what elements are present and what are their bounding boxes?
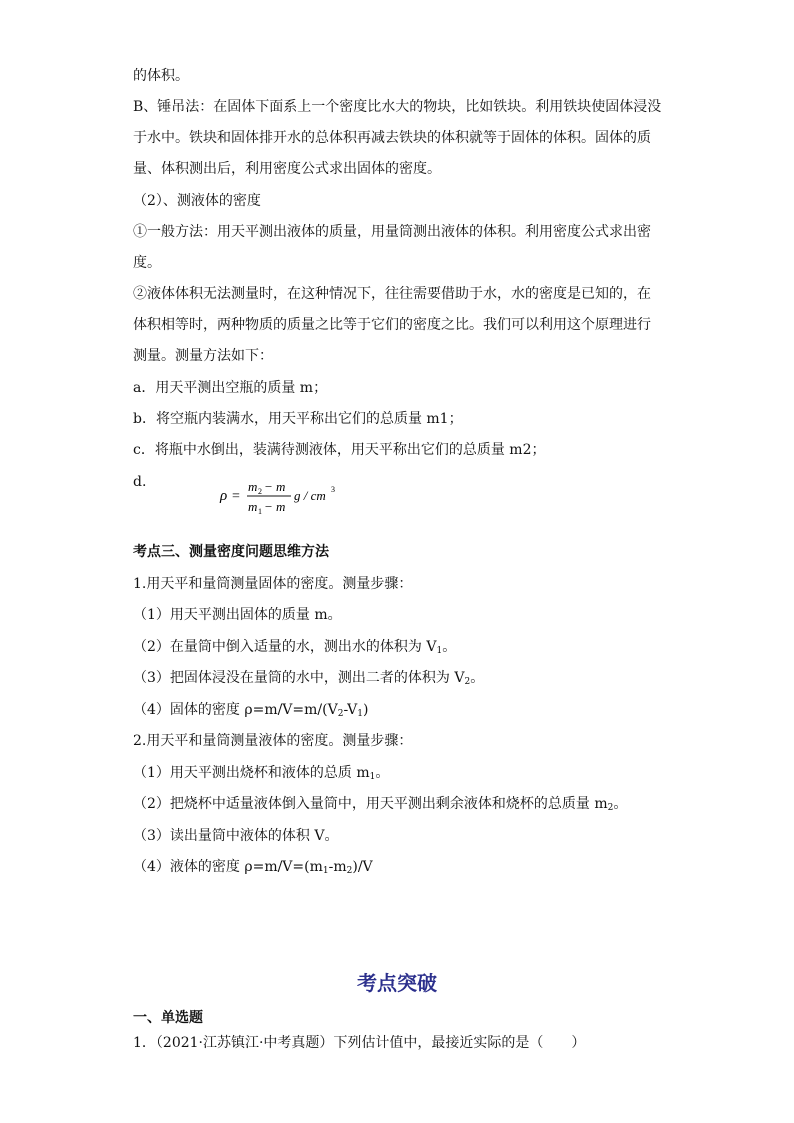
subsection-heading: 一、单选题 [133,1010,203,1026]
formula-equals: = [232,489,240,504]
subscript: 1 [369,772,376,782]
text-span: )/V [352,859,373,875]
subscript: 2 [337,709,344,719]
text-line [133,637,456,657]
text-line [133,857,373,877]
text-line: 于水中。铁块和固体排开水的总体积再减去铁块的体积就等于固体的体积。固体的质 [133,130,651,146]
text-line [133,668,484,688]
subscript: 1 [357,709,364,719]
text-line: （2）、测液体的密度 [133,193,261,209]
text-line: 测量。测量方法如下： [133,348,273,364]
text-span: （2）把烧杯中适量液体倒入量筒中，用天平测出剩余液体和烧杯的总质量 m [133,796,608,812]
formula-den-m: m [248,499,258,514]
text-span: -m [328,859,347,875]
text-line: d. [133,474,147,490]
formula-unit-exp: 3 [331,485,335,494]
text-line: ②液体体积无法测量时，在这种情况下，往往需要借助于水，水的密度是已知的，在 [133,286,651,302]
text-span: 。 [375,765,390,781]
subscript: 2 [464,677,471,687]
text-span: （4）液体的密度 ρ=m/V=(m [133,859,323,875]
text-line: b．将空瓶内装满水，用天平称出它们的总质量 m1； [133,411,463,427]
text-span: （3）把固体浸没在量筒的水中，测出二者的体积为 V [133,670,465,686]
text-span: （4）固体的密度 ρ=m/V=m/(V [133,702,338,718]
formula-num-rest: − m [264,479,286,494]
subscript: 2 [607,803,614,813]
section-heading: 考点三、测量密度问题思维方法 [133,544,329,560]
formula-unit: g / cm [294,488,326,503]
formula-den-rest: − m [264,499,286,514]
density-formula [218,476,358,520]
subscript: 1 [322,866,329,876]
formula-num-m: m [248,479,258,494]
text-line: 的体积。 [133,68,189,84]
text-line [133,763,389,783]
text-line: ①一般方法：用天平测出液体的质量，用量筒测出液体的体积。利用密度公式求出密 [133,224,651,240]
text-line: B、锤吊法：在固体下面系上一个密度比水大的物块，比如铁块。利用铁块使固体浸没 [133,99,662,115]
text-line: 体积相等时，两种物质的质量之比等于它们的密度之比。我们可以利用这个原理进行 [133,317,651,333]
text-line: 2.用天平和量筒测量液体的密度。测量步骤： [133,733,413,749]
question-text: 1．（2021·江苏镇江·中考真题）下列估计值中，最接近实际的是（ ） [133,1035,586,1051]
text-span: （1）用天平测出烧杯和液体的总质 m [133,765,370,781]
text-line [133,794,627,814]
text-line: 量、体积测出后，利用密度公式求出固体的密度。 [133,161,441,177]
text-line: （1）用天平测出固体的质量 m。 [133,607,342,623]
text-line: 1.用天平和量筒测量固体的密度。测量步骤： [133,576,413,592]
subscript: 1 [436,646,443,656]
text-span: ) [363,702,369,718]
text-line: 度。 [133,255,161,271]
text-line: c．将瓶中水倒出，装满待测液体，用天平称出它们的总质量 m2； [133,442,546,458]
text-span: （2）在量筒中倒入适量的水，测出水的体积为 V [133,639,437,655]
text-line: a．用天平测出空瓶的质量 m； [133,380,328,396]
formula-den-sub: 1 [258,507,262,516]
subscript: 2 [346,866,353,876]
text-span: 。 [613,796,628,812]
section-title: 考点突破 [357,971,437,995]
text-line [133,700,368,720]
formula-rho: ρ [220,488,228,504]
text-span: 。 [470,670,485,686]
text-line: （3）读出量筒中液体的体积 V。 [133,828,339,844]
formula-num-sub: 2 [258,487,262,496]
text-span: 。 [442,639,457,655]
text-span: -V [343,702,358,718]
